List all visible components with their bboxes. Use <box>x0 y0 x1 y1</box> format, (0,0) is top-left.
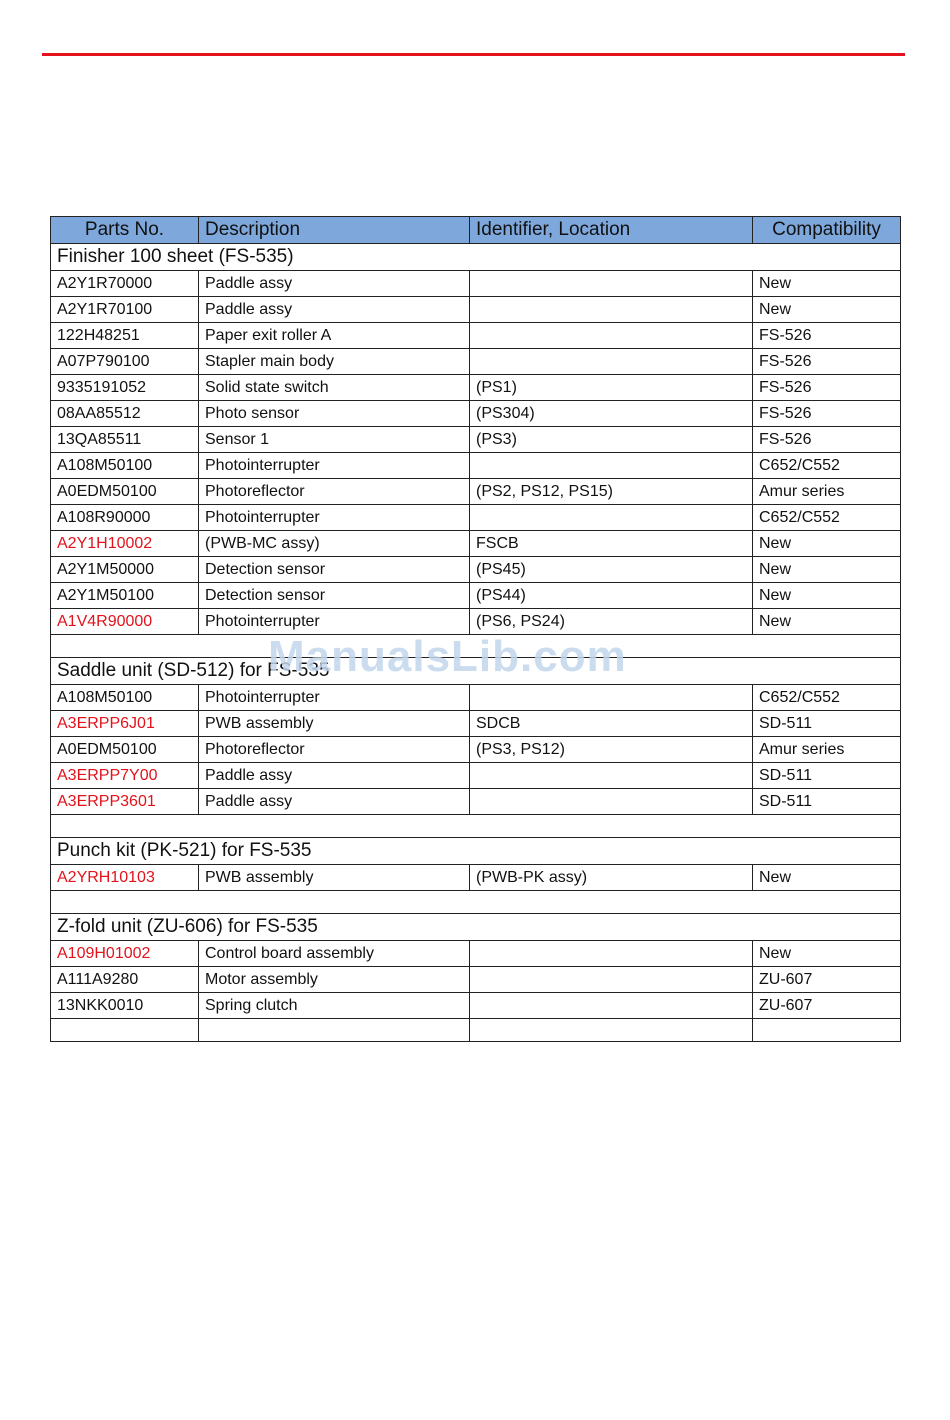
part-number-cell: A3ERPP6J01 <box>51 711 199 737</box>
compatibility-cell: New <box>753 531 901 557</box>
identifier-cell: (PS3) <box>470 427 753 453</box>
compatibility-cell: SD-511 <box>753 711 901 737</box>
section-title-row <box>51 244 901 271</box>
table-row <box>51 763 901 789</box>
compatibility-cell: Amur series <box>753 737 901 763</box>
identifier-cell: FSCB <box>470 531 753 557</box>
part-number-cell: 13QA85511 <box>51 427 199 453</box>
compatibility-cell: Amur series <box>753 479 901 505</box>
identifier-cell <box>470 271 753 297</box>
identifier-cell: (PS6, PS24) <box>470 609 753 635</box>
watermark: ManualsLib.com <box>268 632 627 681</box>
identifier-cell <box>470 763 753 789</box>
header-description: Description <box>199 217 470 244</box>
header-parts-no: Parts No. <box>51 217 199 244</box>
description-cell: Detection sensor <box>199 557 470 583</box>
description-cell: Motor assembly <box>199 967 470 993</box>
table-row <box>51 789 901 815</box>
part-number-cell: A2Y1R70000 <box>51 271 199 297</box>
identifier-cell: (PS304) <box>470 401 753 427</box>
part-number-cell: A2Y1R70100 <box>51 297 199 323</box>
part-number-cell: A2Y1H10002 <box>51 531 199 557</box>
section-spacer-row <box>51 815 901 838</box>
part-number-cell: 13NKK0010 <box>51 993 199 1019</box>
compatibility-cell: C652/C552 <box>753 685 901 711</box>
table-row <box>51 505 901 531</box>
description-cell: Photointerrupter <box>199 609 470 635</box>
section-title-row <box>51 914 901 941</box>
empty-cell <box>51 1019 199 1042</box>
parts-table <box>50 216 901 1042</box>
table-row <box>51 685 901 711</box>
part-number-cell: A0EDM50100 <box>51 737 199 763</box>
header-compatibility: Compatibility <box>753 217 901 244</box>
table-row <box>51 711 901 737</box>
compatibility-cell: New <box>753 557 901 583</box>
empty-cell <box>470 1019 753 1042</box>
part-number-cell: A2YRH10103 <box>51 865 199 891</box>
part-number-cell: A2Y1M50000 <box>51 557 199 583</box>
compatibility-cell: ZU-607 <box>753 993 901 1019</box>
table-row <box>51 609 901 635</box>
description-cell: Photo sensor <box>199 401 470 427</box>
part-number-cell: A108M50100 <box>51 453 199 479</box>
compatibility-cell: FS-526 <box>753 349 901 375</box>
table-row <box>51 453 901 479</box>
empty-cell <box>51 891 901 914</box>
description-cell: Stapler main body <box>199 349 470 375</box>
compatibility-cell: FS-526 <box>753 427 901 453</box>
table-row <box>51 297 901 323</box>
part-number-cell: 08AA85512 <box>51 401 199 427</box>
compatibility-cell: New <box>753 271 901 297</box>
identifier-cell <box>470 941 753 967</box>
section-title: Punch kit (PK-521) for FS-535 <box>51 838 901 865</box>
table-row <box>51 557 901 583</box>
identifier-cell <box>470 789 753 815</box>
table-row <box>51 349 901 375</box>
section-title: Saddle unit (SD-512) for FS-535 <box>51 658 901 685</box>
description-cell: Photointerrupter <box>199 505 470 531</box>
part-number-cell: A0EDM50100 <box>51 479 199 505</box>
identifier-cell: SDCB <box>470 711 753 737</box>
compatibility-cell: New <box>753 583 901 609</box>
identifier-cell <box>470 297 753 323</box>
parts-table-body <box>51 244 901 1042</box>
compatibility-cell: FS-526 <box>753 323 901 349</box>
part-number-cell: A07P790100 <box>51 349 199 375</box>
table-row <box>51 941 901 967</box>
identifier-cell <box>470 993 753 1019</box>
description-cell: Photointerrupter <box>199 685 470 711</box>
part-number-cell: A111A9280 <box>51 967 199 993</box>
part-number-cell: A108M50100 <box>51 685 199 711</box>
compatibility-cell: New <box>753 297 901 323</box>
compatibility-cell: C652/C552 <box>753 505 901 531</box>
identifier-cell: (PS1) <box>470 375 753 401</box>
description-cell: Detection sensor <box>199 583 470 609</box>
description-cell: (PWB-MC assy) <box>199 531 470 557</box>
section-spacer-row <box>51 891 901 914</box>
section-title: Finisher 100 sheet (FS-535) <box>51 244 901 271</box>
spacer-row <box>51 1019 901 1042</box>
description-cell: Control board assembly <box>199 941 470 967</box>
description-cell: Photointerrupter <box>199 453 470 479</box>
table-row <box>51 865 901 891</box>
identifier-cell <box>470 453 753 479</box>
section-title-row <box>51 838 901 865</box>
compatibility-cell: New <box>753 609 901 635</box>
part-number-cell: A108R90000 <box>51 505 199 531</box>
description-cell: Solid state switch <box>199 375 470 401</box>
identifier-cell <box>470 349 753 375</box>
top-red-rule <box>42 53 905 56</box>
table-row <box>51 271 901 297</box>
identifier-cell <box>470 505 753 531</box>
part-number-cell: 9335191052 <box>51 375 199 401</box>
table-row <box>51 967 901 993</box>
compatibility-cell: C652/C552 <box>753 453 901 479</box>
description-cell: Paddle assy <box>199 763 470 789</box>
empty-cell <box>51 635 901 658</box>
part-number-cell: A3ERPP3601 <box>51 789 199 815</box>
identifier-cell <box>470 323 753 349</box>
description-cell: Sensor 1 <box>199 427 470 453</box>
table-row <box>51 427 901 453</box>
description-cell: Photoreflector <box>199 479 470 505</box>
part-number-cell: A2Y1M50100 <box>51 583 199 609</box>
empty-cell <box>199 1019 470 1042</box>
table-row <box>51 401 901 427</box>
part-number-cell: 122H48251 <box>51 323 199 349</box>
table-row <box>51 375 901 401</box>
table-row <box>51 737 901 763</box>
compatibility-cell: FS-526 <box>753 375 901 401</box>
identifier-cell: (PS2, PS12, PS15) <box>470 479 753 505</box>
compatibility-cell: New <box>753 865 901 891</box>
compatibility-cell: ZU-607 <box>753 967 901 993</box>
identifier-cell: (PS3, PS12) <box>470 737 753 763</box>
table-row <box>51 479 901 505</box>
header-identifier: Identifier, Location <box>470 217 753 244</box>
table-row <box>51 323 901 349</box>
section-spacer-row <box>51 635 901 658</box>
empty-cell <box>753 1019 901 1042</box>
part-number-cell: A1V4R90000 <box>51 609 199 635</box>
part-number-cell: A109H01002 <box>51 941 199 967</box>
identifier-cell <box>470 685 753 711</box>
compatibility-cell: New <box>753 941 901 967</box>
description-cell: Paper exit roller A <box>199 323 470 349</box>
compatibility-cell: SD-511 <box>753 789 901 815</box>
description-cell: Paddle assy <box>199 297 470 323</box>
part-number-cell: A3ERPP7Y00 <box>51 763 199 789</box>
empty-cell <box>51 815 901 838</box>
identifier-cell: (PS44) <box>470 583 753 609</box>
section-title-row <box>51 658 901 685</box>
description-cell: Spring clutch <box>199 993 470 1019</box>
description-cell: Paddle assy <box>199 271 470 297</box>
description-cell: Photoreflector <box>199 737 470 763</box>
compatibility-cell: FS-526 <box>753 401 901 427</box>
description-cell: Paddle assy <box>199 789 470 815</box>
compatibility-cell: SD-511 <box>753 763 901 789</box>
description-cell: PWB assembly <box>199 865 470 891</box>
table-row <box>51 993 901 1019</box>
table-header-row <box>51 217 901 244</box>
description-cell: PWB assembly <box>199 711 470 737</box>
section-title: Z-fold unit (ZU-606) for FS-535 <box>51 914 901 941</box>
identifier-cell <box>470 967 753 993</box>
table-row <box>51 583 901 609</box>
identifier-cell: (PWB-PK assy) <box>470 865 753 891</box>
identifier-cell: (PS45) <box>470 557 753 583</box>
table-row <box>51 531 901 557</box>
